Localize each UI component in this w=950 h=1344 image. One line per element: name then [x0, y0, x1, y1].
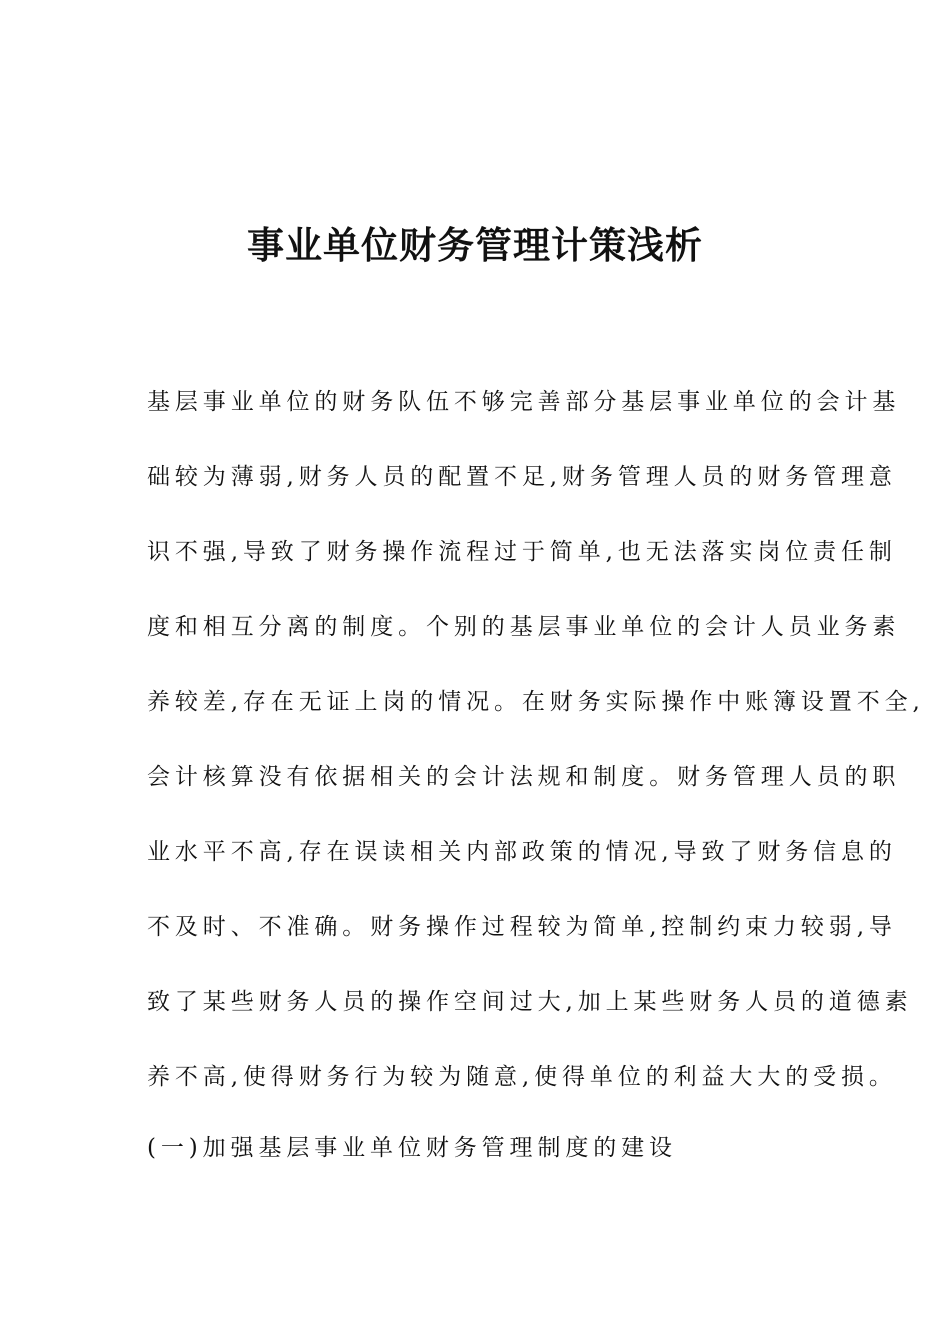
document-title: 事业单位财务管理计策浅析: [247, 224, 703, 267]
paragraph-line: 养较差,存在无证上岗的情况。在财务实际操作中账簿设置不全,: [147, 689, 925, 715]
paragraph-line: 不及时、不准确。财务操作过程较为简单,控制约束力较弱,导: [147, 914, 897, 940]
paragraph-line: 础较为薄弱,财务人员的配置不足,财务管理人员的财务管理意: [147, 464, 897, 490]
paragraph-line: 会计核算没有依据相关的会计法规和制度。财务管理人员的职: [147, 764, 901, 790]
paragraph-line: 业水平不高,存在误读相关内部政策的情况,导致了财务信息的: [147, 839, 897, 865]
paragraph-line: 识不强,导致了财务操作流程过于简单,也无法落实岗位责任制: [147, 539, 897, 565]
paragraph-line: 致了某些财务人员的操作空间过大,加上某些财务人员的道德素: [147, 989, 913, 1015]
body-paragraph: [147, 383, 925, 1133]
paragraph-line: 养不高,使得财务行为较为随意,使得单位的利益大大的受损。: [147, 1064, 897, 1090]
section-subheading: (一)加强基层事业单位财务管理制度的建设: [147, 1135, 677, 1161]
paragraph-line: 度和相互分离的制度。个别的基层事业单位的会计人员业务素: [147, 614, 901, 640]
paragraph-line: 基层事业单位的财务队伍不够完善部分基层事业单位的会计基: [147, 389, 901, 415]
